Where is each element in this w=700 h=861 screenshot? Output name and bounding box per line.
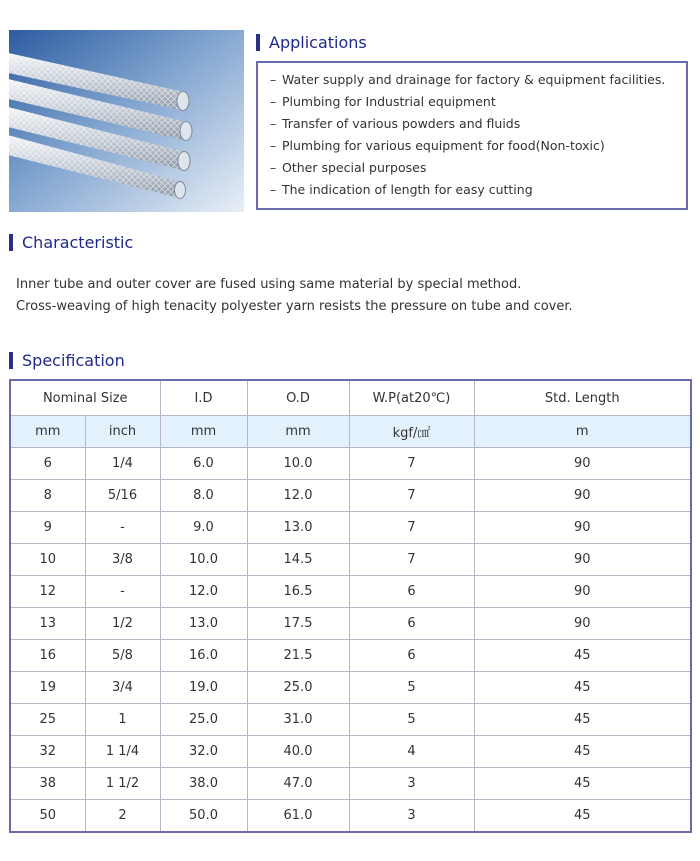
cell-mm: 9 [10, 512, 85, 544]
cell-length: 45 [474, 736, 691, 768]
cell-wp: 7 [349, 480, 474, 512]
characteristic-line: Cross-weaving of high tenacity polyester yarn resists the pressure on tube and cover. [16, 299, 573, 314]
applications-heading [256, 33, 367, 52]
specification-title: Specification [22, 351, 125, 370]
cell-mm: 8 [10, 480, 85, 512]
cell-id: 10.0 [160, 544, 247, 576]
characteristic-line: Inner tube and outer cover are fused using same material by special method. [16, 277, 522, 292]
list-item: – The indication of length for easy cutting [270, 182, 533, 197]
cell-mm: 13 [10, 608, 85, 640]
cell-od: 47.0 [247, 768, 349, 800]
applications-list [258, 63, 686, 201]
cell-wp: 6 [349, 640, 474, 672]
table-row [10, 768, 691, 800]
cell-id: 9.0 [160, 512, 247, 544]
unit-cell: mm [10, 416, 85, 448]
cell-wp: 5 [349, 704, 474, 736]
applications-box [256, 61, 688, 210]
cell-id: 6.0 [160, 448, 247, 480]
cell-od: 13.0 [247, 512, 349, 544]
cell-id: 50.0 [160, 800, 247, 833]
unit-cell: mm [247, 416, 349, 448]
header-id: I.D [160, 380, 247, 416]
cell-id: 16.0 [160, 640, 247, 672]
cell-inch: - [85, 512, 160, 544]
table-row [10, 800, 691, 833]
header-wp: W.P(at20℃) [349, 380, 474, 416]
cell-mm: 32 [10, 736, 85, 768]
cell-mm: 10 [10, 544, 85, 576]
characteristic-heading [9, 233, 133, 252]
cell-od: 14.5 [247, 544, 349, 576]
cell-inch: 5/16 [85, 480, 160, 512]
applications-title: Applications [269, 33, 367, 52]
cell-wp: 6 [349, 608, 474, 640]
cell-od: 10.0 [247, 448, 349, 480]
product-photo [9, 30, 244, 212]
table-row [10, 544, 691, 576]
header-std-length: Std. Length [474, 380, 691, 416]
unit-cell: mm [160, 416, 247, 448]
table-row [10, 576, 691, 608]
unit-cell: inch [85, 416, 160, 448]
table-row [10, 704, 691, 736]
cell-id: 32.0 [160, 736, 247, 768]
cell-od: 17.5 [247, 608, 349, 640]
specification-table [9, 379, 692, 833]
cell-wp: 3 [349, 800, 474, 833]
cell-wp: 6 [349, 576, 474, 608]
table-row [10, 608, 691, 640]
cell-inch: 3/4 [85, 672, 160, 704]
characteristic-text [16, 274, 573, 318]
table-row [10, 736, 691, 768]
unit-cell: m [474, 416, 691, 448]
cell-length: 45 [474, 768, 691, 800]
cell-length: 45 [474, 800, 691, 833]
table-row [10, 512, 691, 544]
cell-inch: 1/2 [85, 608, 160, 640]
cell-od: 25.0 [247, 672, 349, 704]
specification-heading [9, 351, 125, 370]
cell-length: 90 [474, 480, 691, 512]
list-item: – Plumbing for various equipment for food(Non-toxic) [270, 138, 605, 153]
cell-id: 12.0 [160, 576, 247, 608]
cell-od: 31.0 [247, 704, 349, 736]
list-item: – Water supply and drainage for factory & equipment facilities. [270, 72, 666, 87]
cell-id: 13.0 [160, 608, 247, 640]
cell-mm: 16 [10, 640, 85, 672]
cell-id: 38.0 [160, 768, 247, 800]
cell-inch: 1 [85, 704, 160, 736]
cell-length: 45 [474, 704, 691, 736]
table-header-row [10, 380, 691, 416]
characteristic-title: Characteristic [22, 233, 134, 252]
cell-inch: 2 [85, 800, 160, 833]
cell-length: 90 [474, 448, 691, 480]
cell-inch: 1 1/4 [85, 736, 160, 768]
title-bar-marker [9, 234, 13, 251]
cell-length: 90 [474, 544, 691, 576]
cell-inch: 1/4 [85, 448, 160, 480]
table-row [10, 640, 691, 672]
cell-od: 40.0 [247, 736, 349, 768]
header-od: O.D [247, 380, 349, 416]
cell-id: 19.0 [160, 672, 247, 704]
table-body [10, 448, 691, 833]
cell-mm: 19 [10, 672, 85, 704]
cell-od: 21.5 [247, 640, 349, 672]
list-item: – Transfer of various powders and fluids [270, 116, 521, 131]
cell-wp: 7 [349, 544, 474, 576]
table-unit-row [10, 416, 691, 448]
cell-inch: - [85, 576, 160, 608]
list-item: – Other special purposes [270, 160, 427, 175]
table-row [10, 480, 691, 512]
cell-length: 45 [474, 672, 691, 704]
unit-cell: kgf/㎠ [349, 416, 474, 448]
cell-wp: 7 [349, 448, 474, 480]
cell-inch: 3/8 [85, 544, 160, 576]
title-bar-marker [256, 34, 260, 51]
cell-mm: 6 [10, 448, 85, 480]
cell-mm: 38 [10, 768, 85, 800]
cell-wp: 7 [349, 512, 474, 544]
header-nominal-size: Nominal Size [10, 380, 160, 416]
cell-length: 90 [474, 512, 691, 544]
cell-length: 90 [474, 576, 691, 608]
cell-wp: 3 [349, 768, 474, 800]
cell-inch: 5/8 [85, 640, 160, 672]
cell-wp: 4 [349, 736, 474, 768]
cell-length: 90 [474, 608, 691, 640]
cell-mm: 25 [10, 704, 85, 736]
cell-wp: 5 [349, 672, 474, 704]
cell-length: 45 [474, 640, 691, 672]
title-bar-marker [9, 352, 13, 369]
cell-od: 61.0 [247, 800, 349, 833]
cell-id: 25.0 [160, 704, 247, 736]
cell-od: 12.0 [247, 480, 349, 512]
braided-hose-image [9, 30, 244, 212]
list-item: – Plumbing for Industrial equipment [270, 94, 496, 109]
table-row [10, 672, 691, 704]
cell-id: 8.0 [160, 480, 247, 512]
cell-mm: 12 [10, 576, 85, 608]
cell-mm: 50 [10, 800, 85, 833]
table-row [10, 448, 691, 480]
cell-inch: 1 1/2 [85, 768, 160, 800]
cell-od: 16.5 [247, 576, 349, 608]
